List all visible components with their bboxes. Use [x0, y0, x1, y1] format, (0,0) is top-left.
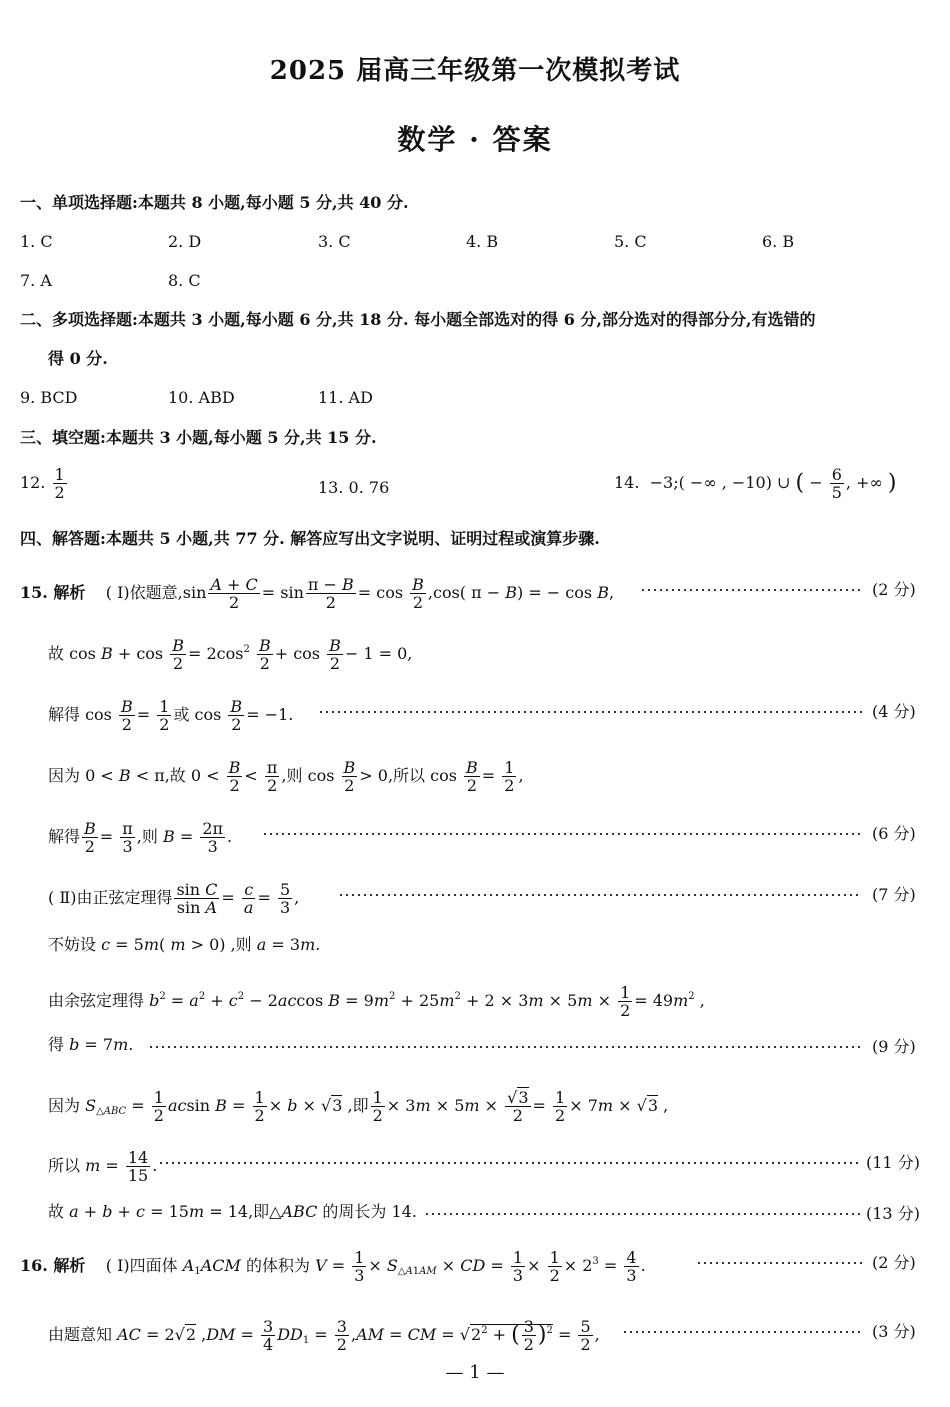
answer-item: 3. C: [318, 232, 351, 251]
score-mark: (9 分): [872, 1037, 916, 1056]
answer-item: 7. A: [20, 271, 52, 290]
q15-line-8: 由余弦定理得 $b^2 = a^2 + c^2 - 2accos$ $B = 9m^2 + 25m^2 + 2 \times 3m \times 5m$ × $\frac{1}{2}$ = $49m^2$ ,: [48, 983, 705, 1020]
q15-line-1: 15. 解析 ( Ⅰ)依题意,sin $\frac{A + C}{2}$ = sin $\frac{\pi - B}{2}$ = cos $\frac{B}{2}$ ,cos( π − B) = − cos B,: [20, 575, 615, 612]
page-subtitle: 数学 · 答案: [397, 123, 553, 156]
leader-dots: [318, 711, 862, 713]
leader-dots: [424, 1213, 862, 1215]
q15-line-11: 所以 m = $\frac{14}{15}$ .: [48, 1148, 158, 1185]
answer-item-13: 13. 0. 76: [318, 478, 390, 497]
q16-line-2: 由题意知 AC = 2√2 ,DM = $\frac{3}{4}$ $DD_1$ = $\frac{3}{2}$ ,AM = CM = $√2^2$ + ( $\frac{3}{2}$ )$^2$ = $\frac{5}{2}$ ,: [48, 1317, 600, 1354]
score-mark: (4 分): [872, 702, 916, 721]
question-label: 15. 解析: [20, 583, 86, 602]
q15-line-2: 故 cos B + cos $\frac{B}{2}$ = $2\cos^2$ $\frac{B}{2}$ + cos $\frac{B}{2}$ − 1 = 0,: [48, 636, 413, 673]
answer-item: 6. B: [762, 232, 795, 251]
score-mark: (3 分): [872, 1322, 916, 1341]
score-mark: (2 分): [872, 580, 916, 599]
question-number: 12.: [20, 473, 46, 492]
q15-line-7: 不妨设 c = 5m( m > 0) ,则 a = 3m.: [48, 935, 321, 954]
score-mark: (11 分): [866, 1153, 920, 1172]
leader-dots: [622, 1331, 862, 1333]
q15-line-6: ( Ⅱ)由正弦定理得 $\frac{\text{sin C}}{\text{sin A}}$ = $\frac{c}{a}$ = $\frac{5}{3}$ ,: [48, 880, 300, 917]
q15-line-9: 得 b = 7m.: [48, 1035, 134, 1054]
q16-line-1: 16. 解析 ( Ⅰ)四面体 $A_1ACM$ 的体积为 V = $\frac{1}{3}$ × $S_{\triangle A1AM}$ × CD = $\frac{1}{3}$ × $\frac{1}{2}$ × $2^3$ = $\frac{4}{3}$ .: [20, 1248, 646, 1285]
leader-dots: [696, 1262, 862, 1264]
q15-line-12: 故 a + b + c = 15m = 14,即△ABC 的周长为 14.: [48, 1202, 417, 1221]
section-multi-choice: 二、多项选择题:本题共 3 小题,每小题 6 分,共 18 分. 每小题全部选对的得 6 分,部分选对的得部分分,有选错的: [20, 310, 816, 329]
leader-dots: [158, 1162, 862, 1164]
answer-item: 11. AD: [318, 388, 373, 407]
answer-item: 8. C: [168, 271, 201, 290]
q15-line-10: 因为 $S_{\triangle ABC}$ = $\frac{1}{2}$ acsin B = $\frac{1}{2}$ × b × √3 ,即 $\frac{1}{2}$ × 3m × 5m × $\frac{√3}{2}$ = $\frac{1}{2}$ × 7m × √3 ,: [48, 1088, 669, 1125]
answer-item: 4. B: [466, 232, 499, 251]
answer-item: 9. BCD: [20, 388, 78, 407]
q15-line-4: 因为 0 < B < π,故 0 < $\frac{B}{2}$ < $\frac{\pi}{2}$ ,则 cos $\frac{B}{2}$ > 0,所以 cos $\frac{B}{2}$ = $\frac{1}{2}$ ,: [48, 758, 524, 795]
leader-dots: [148, 1046, 862, 1048]
answer-item: 1. C: [20, 232, 53, 251]
q15-line-5: 解得 $\frac{B}{2}$ = $\frac{\pi}{3}$ ,则 B = $\frac{2\pi}{3}$ .: [48, 819, 233, 856]
section-fill-in: 三、填空题:本题共 3 小题,每小题 5 分,共 15 分.: [20, 428, 377, 447]
leader-dots: [262, 833, 862, 835]
score-mark: (7 分): [872, 885, 916, 904]
answer-item-14: 14. −3;( −∞ , −10) ∪ ( − $\frac{6}{5}$ , +∞ ): [614, 465, 897, 502]
leader-dots: [338, 894, 862, 896]
page-number: — 1 —: [445, 1362, 505, 1383]
page-title: 2025 届高三年级第一次模拟考试: [269, 56, 681, 86]
score-mark: (2 分): [872, 1253, 916, 1272]
section-solutions: 四、解答题:本题共 5 小题,共 77 分. 解答应写出文字说明、证明过程或演算步骤.: [20, 529, 600, 548]
leader-dots: [640, 589, 862, 591]
question-label: 16. 解析: [20, 1256, 86, 1275]
section-single-choice: 一、单项选择题:本题共 8 小题,每小题 5 分,共 40 分.: [20, 193, 409, 212]
score-mark: (6 分): [872, 824, 916, 843]
score-mark: (13 分): [866, 1204, 920, 1223]
answer-item-12: 12. $\frac{1}{2}$: [20, 465, 65, 502]
answer-item: 2. D: [168, 232, 202, 251]
answer-item: 10. ABD: [168, 388, 235, 407]
question-number: 14.: [614, 473, 640, 492]
answer-item: 5. C: [614, 232, 647, 251]
section-multi-choice-cont: 得 0 分.: [48, 349, 108, 368]
q15-line-3: 解得 cos $\frac{B}{2}$ = $\frac{1}{2}$ 或 cos $\frac{B}{2}$ = −1.: [48, 697, 294, 734]
